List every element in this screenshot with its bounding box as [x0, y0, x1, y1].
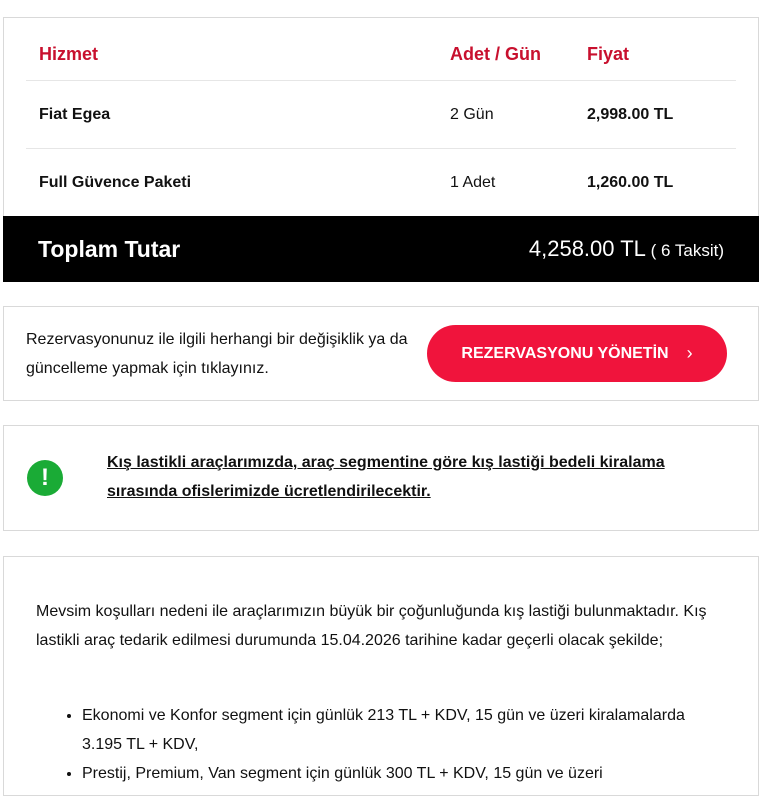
- manage-reservation-card: [3, 306, 759, 401]
- exclamation-icon: !: [27, 460, 63, 496]
- service-price: 1,260.00 TL: [587, 173, 674, 191]
- header-service: Hizmet: [39, 43, 99, 64]
- service-name: Full Güvence Paketi: [39, 173, 192, 191]
- manage-reservation-button[interactable]: [427, 325, 727, 382]
- winter-tire-notice-link[interactable]: Kış lastikli araçlarımızda, araç segmentine göre kış lastiği bedeli kiralama sırasında ofislerimizde ücretlendirilecektir.: [107, 454, 665, 500]
- winter-tire-info-card: [3, 556, 759, 796]
- service-price: 2,998.00 TL: [587, 105, 674, 123]
- header-quantity: Adet / Gün: [450, 43, 541, 64]
- service-name: Fiat Egea: [39, 105, 111, 123]
- reservation-summary-card: [3, 17, 759, 282]
- info-bullet-list: [52, 701, 728, 788]
- total-label: Toplam Tutar: [38, 235, 181, 262]
- list-item: • Prestij, Premium, Van segment için günlük 300 TL + KDV, 15 gün ve üzeri: [82, 759, 728, 788]
- list-item: • Ekonomi ve Konfor segment için günlük 213 TL + KDV, 15 gün ve üzeri kiralamalarda 3.195 TL + KDV,: [82, 701, 728, 759]
- service-quantity: 1 Adet: [450, 173, 496, 191]
- service-quantity: 2 Gün: [450, 105, 494, 123]
- chevron-right-icon: ›: [686, 343, 693, 363]
- pricing-table: [26, 18, 736, 216]
- total-value: [529, 236, 724, 262]
- manage-reservation-label: REZERVASYONU YÖNETİN: [461, 344, 669, 362]
- total-bar: [3, 216, 759, 282]
- total-amount: 4,258.00 TL: [528, 236, 646, 261]
- header-price: Fiyat: [587, 43, 630, 64]
- table-row: [26, 149, 736, 216]
- table-header: [26, 18, 736, 81]
- installment-count: ( 6 Taksit): [645, 241, 724, 260]
- winter-tire-notice-card: [3, 425, 759, 531]
- table-row: [26, 81, 736, 149]
- info-paragraph: Mevsim koşulları nedeni ile araçlarımızın büyük bir çoğunluğunda kış lastiği bulunmaktadır. Kış lastikli araç tedarik edilmesi durumunda 15.04.2026 tarihine kadar geçerli olacak şekilde;: [36, 603, 707, 649]
- manage-description: Rezervasyonunuz ile ilgili herhangi bir değişiklik ya da güncelleme yapmak için tıklayınız.: [26, 331, 408, 377]
